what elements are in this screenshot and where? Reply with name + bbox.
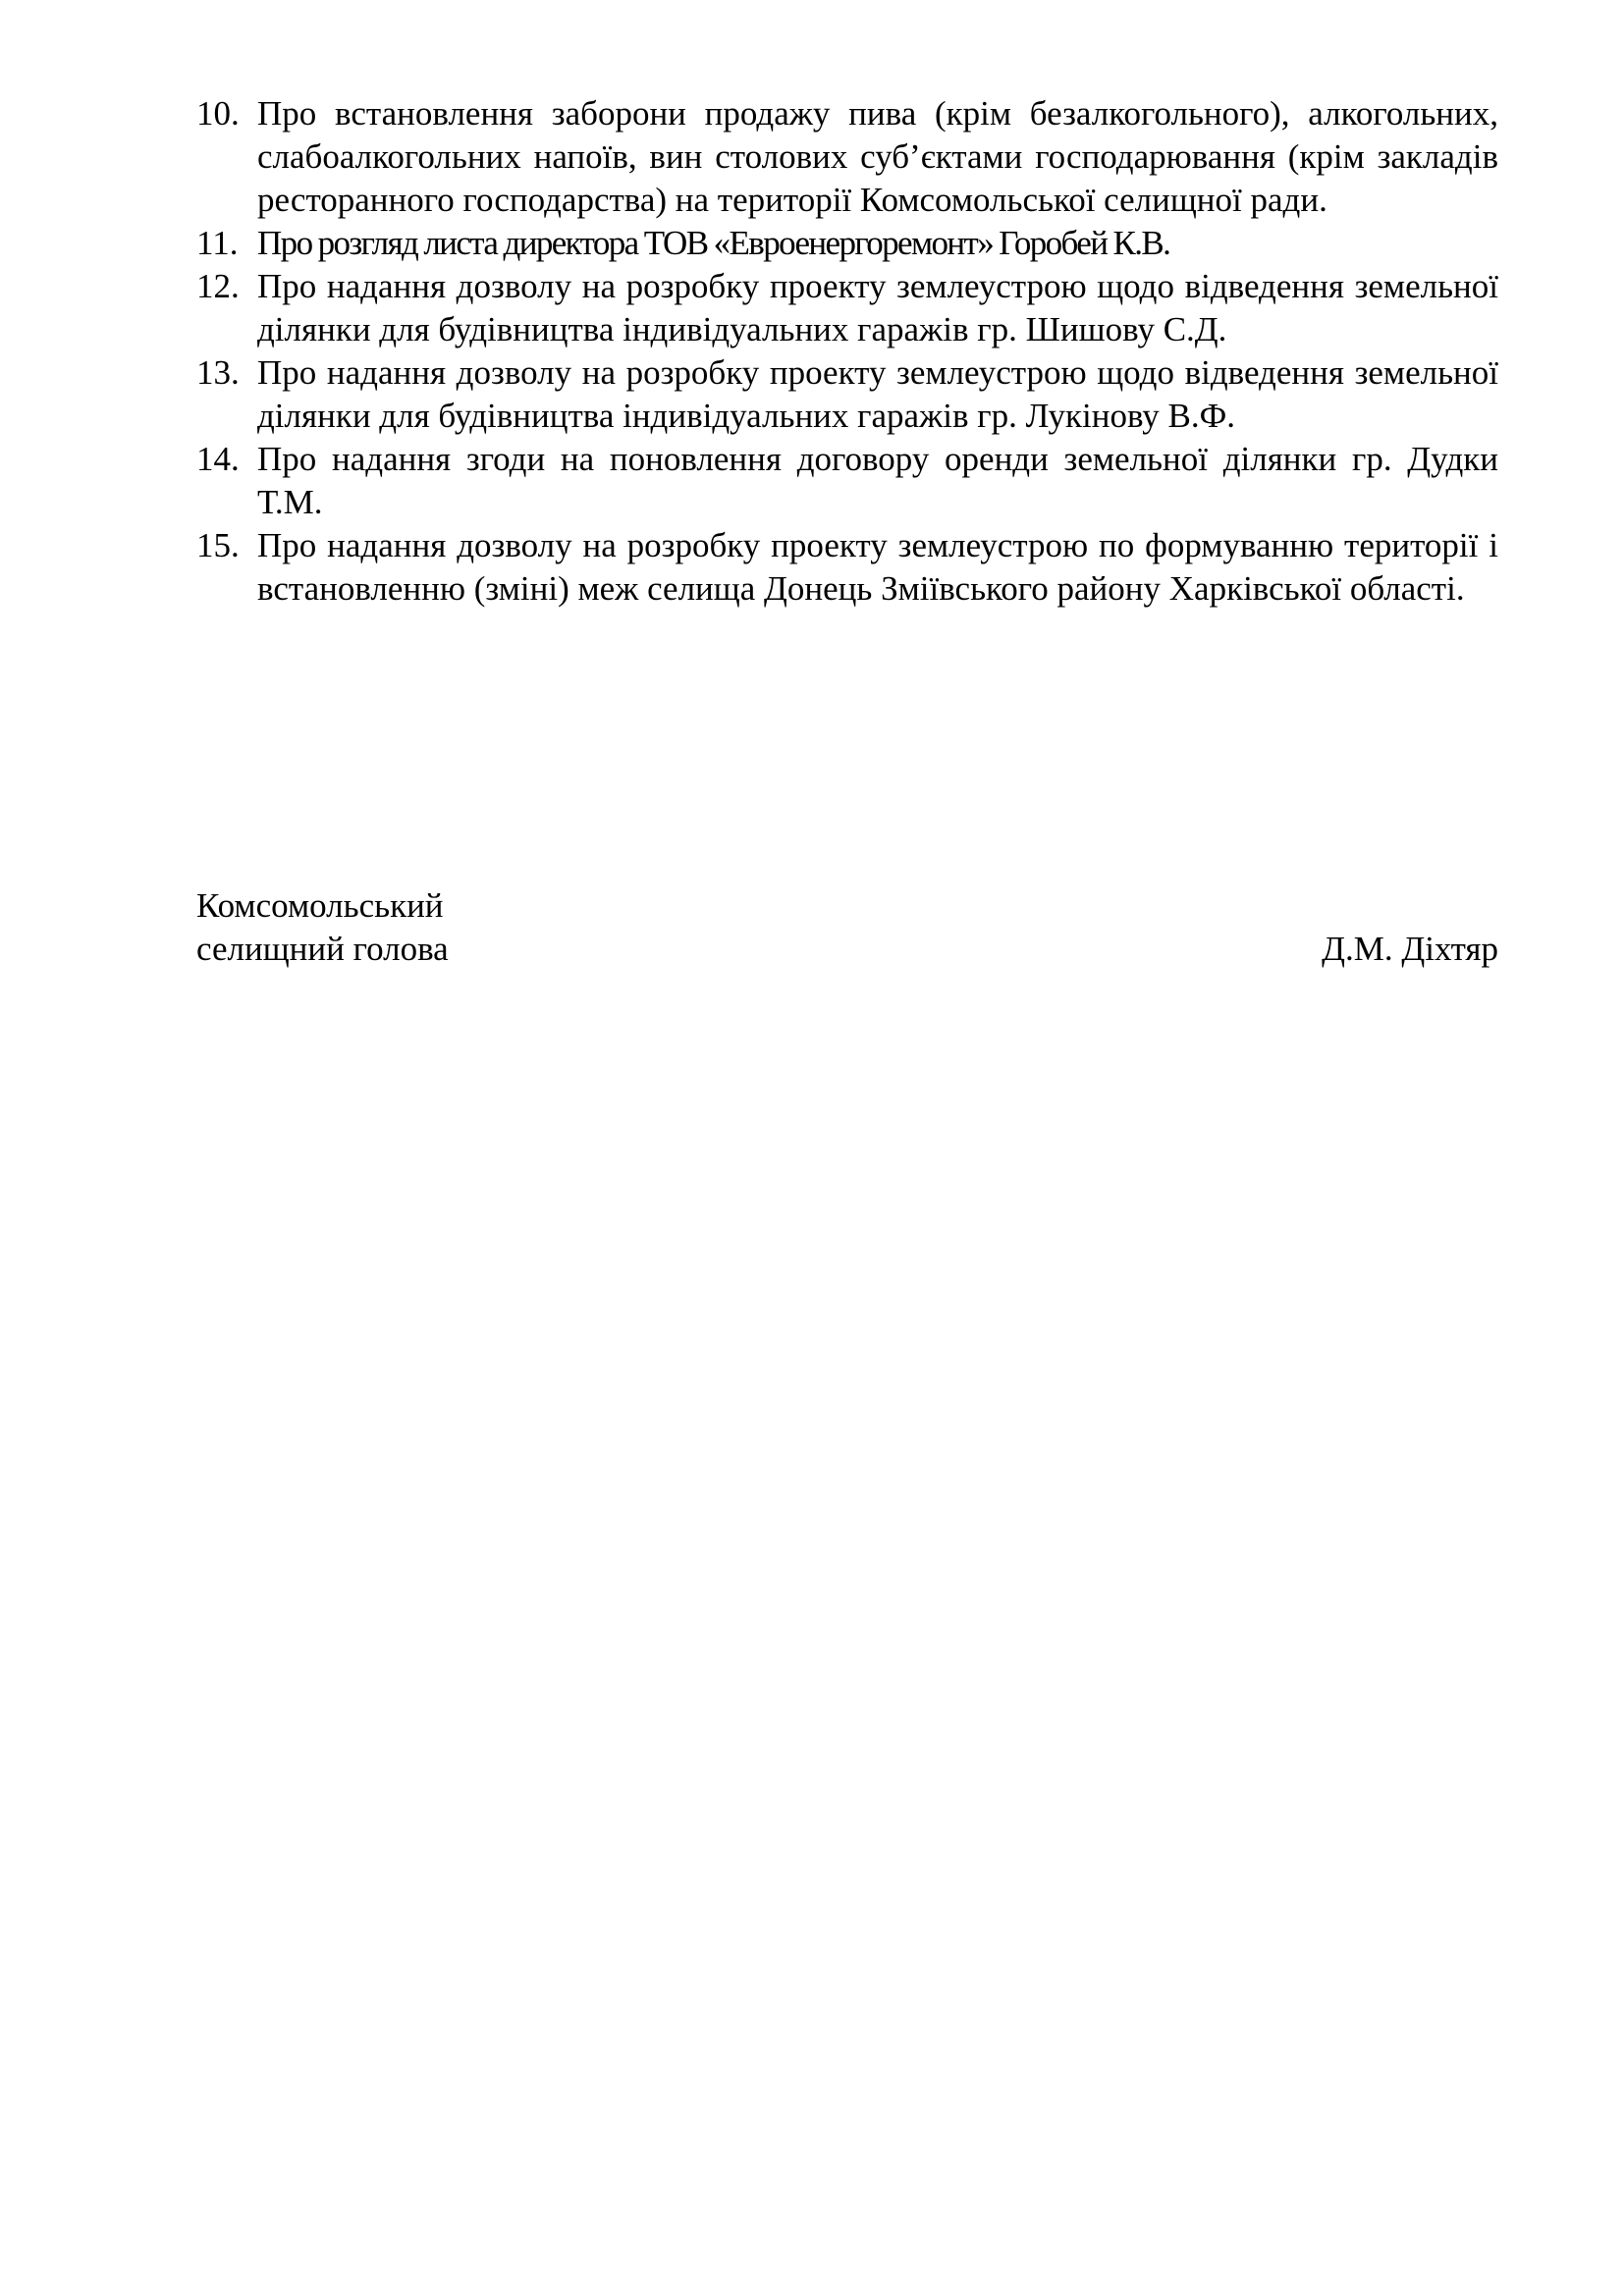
signature-block [196, 884, 1498, 971]
agenda-item-text: Про надання дозволу на розробку проекту землеустрою щодо відведення земельної ділянки для будівництва індивідуальних гаражів гр. Шишову С.Д. [257, 267, 1498, 348]
agenda-item-number: 14. [196, 440, 240, 478]
agenda-item-text: Про встановлення заборони продажу пива (крім безалкогольного), алкогольних, слабоалкогольних напоїв, вин столових суб’єктами господарювання (крім закладів ресторанного господарства) на території Комсомольської селищної ради. [257, 94, 1498, 219]
signature-row [196, 928, 1498, 971]
agenda-item-number: 13. [196, 353, 240, 392]
agenda-item-13 [196, 351, 1498, 438]
agenda-item-number: 11. [196, 224, 239, 262]
agenda-item-text: Про надання дозволу на розробку проекту землеустрою щодо відведення земельної ділянки для будівництва індивідуальних гаражів гр. Лукінову В.Ф. [257, 353, 1498, 435]
agenda-item-number: 15. [196, 526, 240, 564]
signatory-name: Д.М. Діхтяр [1322, 930, 1498, 968]
agenda-item-12 [196, 265, 1498, 351]
agenda-item-number: 10. [196, 94, 240, 133]
agenda-item-15 [196, 524, 1498, 611]
agenda-item-text: Про надання дозволу на розробку проекту землеустрою по формуванню території і встановленню (зміні) меж селища Донець Зміївського району Харківської області. [257, 526, 1498, 608]
signatory-title-line2: селищний голова [196, 930, 449, 968]
agenda-item-number: 12. [196, 267, 240, 305]
agenda-item-text: Про розгляд листа директора ТОВ «Евроенергоремонт» Горобей К.В. [257, 224, 1170, 262]
signatory-title-line1: Комсомольський [196, 886, 444, 925]
agenda-list [196, 92, 1498, 611]
agenda-item-14 [196, 438, 1498, 524]
agenda-item-10 [196, 92, 1498, 222]
agenda-item-11 [196, 222, 1498, 265]
agenda-item-text: Про надання згоди на поновлення договору оренди земельної ділянки гр. Дудки Т.М. [257, 440, 1498, 521]
